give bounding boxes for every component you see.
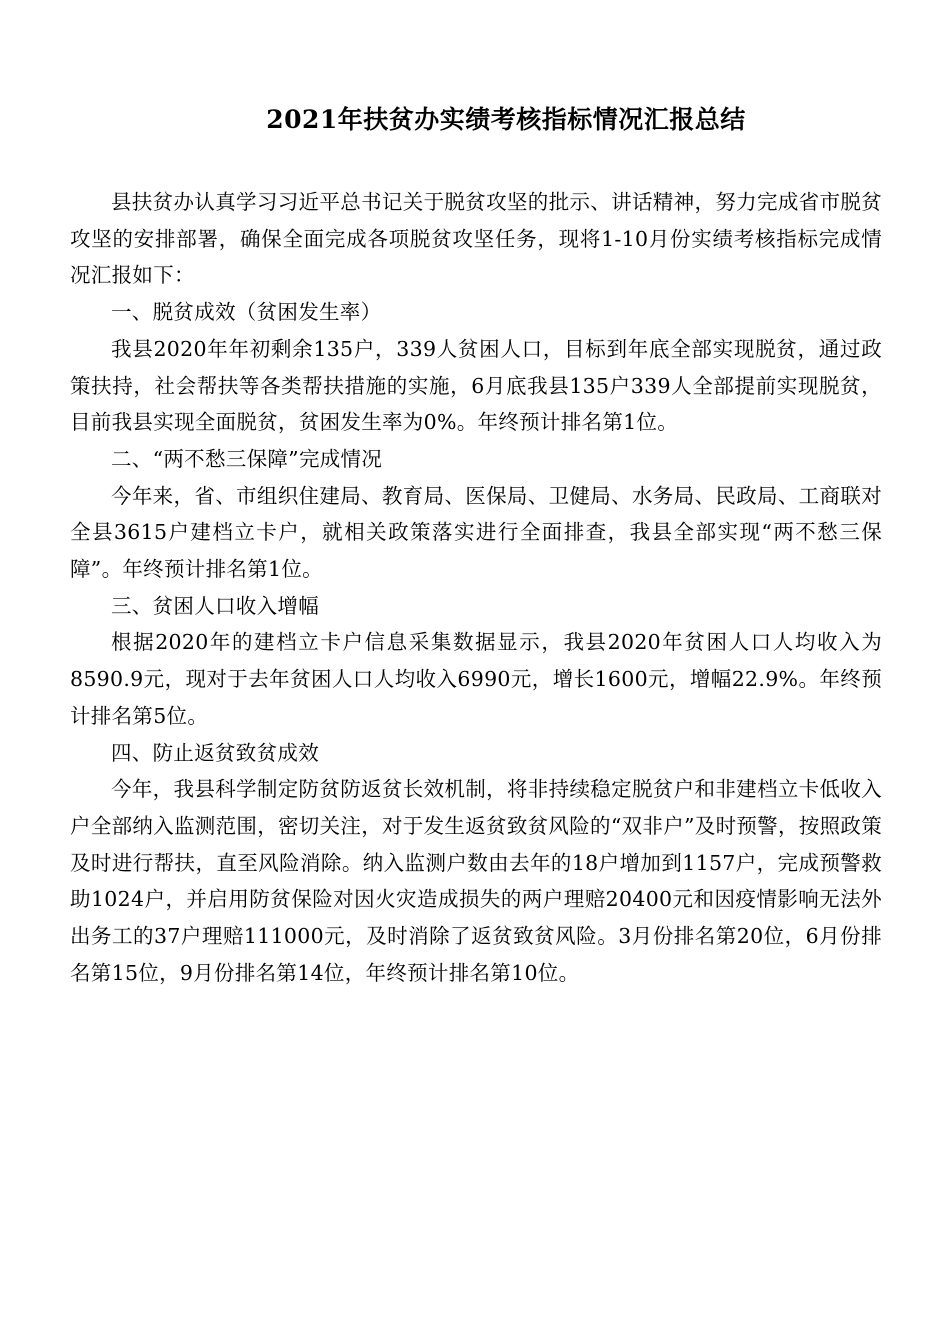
document-title: 2021年扶贫办实绩考核指标情况汇报总结 — [266, 105, 746, 134]
section-heading-4: 四、防止返贫致贫成效 — [111, 740, 319, 765]
intro-paragraph: 县扶贫办认真学习习近平总书记关于脱贫攻坚的批示、讲话精神，努力完成省市脱贫攻坚的安排部署，确保全面完成各项脱贫攻坚任务，现将1-10月份实绩考核指标完成情况汇报如下： — [70, 190, 882, 288]
section-heading-3: 三、贫困人口收入增幅 — [111, 593, 319, 618]
section-heading-2: 二、“两不愁三保障”完成情况 — [111, 446, 383, 471]
section-body-4: 今年，我县科学制定防贫防返贫长效机制，将非持续稳定脱贫户和非建档立卡低收入户全部纳入监测范围，密切关注，对于发生返贫致贫风险的“双非户”及时预警，按照政策及时进行帮扶，直至风险消除。纳入监测户数由去年的18户增加到1157户，完成预警救助1024户，并启用防贫保险对因火灾造成损失的两户理赔20400元和因疫情影响无法外出务工的37户理赔111000元，及时消除了返贫致贫风险。3月份排名第20位，6月份排名第15位，9月份排名第14位，年终预计排名第10位。 — [70, 777, 882, 985]
section-body-1: 我县2020年年初剩余135户，339人贫困人口，目标到年底全部实现脱贫，通过政策扶持，社会帮扶等各类帮扶措施的实施，6月底我县135户339人全部提前实现脱贫，目前我县实现全面脱贫，贫困发生率为0%。年终预计排名第1位。 — [70, 336, 882, 435]
document-body — [70, 184, 882, 991]
section-body-3: 根据2020年的建档立卡户信息采集数据显示，我县2020年贫困人口人均收入为8590.9元，现对于去年贫困人口人均收入6990元，增长1600元，增幅22.9%。年终预计排名第5位。 — [70, 630, 882, 728]
document-page — [70, 0, 882, 1344]
section-body-2: 今年来，省、市组织住建局、教育局、医保局、卫健局、水务局、民政局、工商联对全县3615户建档立卡户，就相关政策落实进行全面排查，我县全部实现“两不愁三保障”。年终预计排名第1位。 — [70, 483, 882, 582]
section-heading-1: 一、脱贫成效（贫困发生率） — [111, 300, 382, 325]
